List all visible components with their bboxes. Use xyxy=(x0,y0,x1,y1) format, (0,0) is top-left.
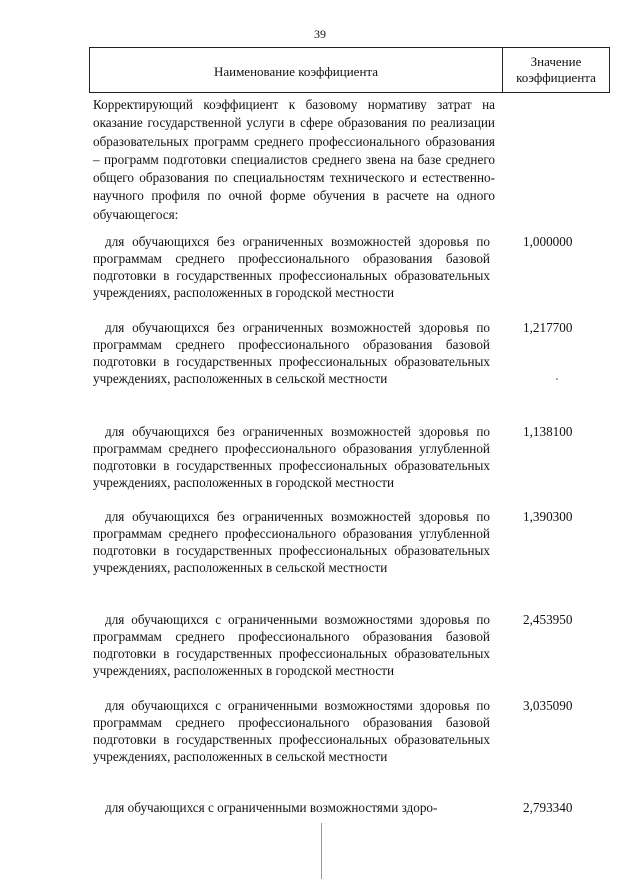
column-header-name: Наименование коэффициента xyxy=(90,48,503,92)
row-description: для обучающихся без ограниченных возможностей здоровья по программам среднего профессионального образования базовой подготовки в государственных профессиональных образовательных учреждениях, расположенных в городской местности xyxy=(93,234,490,301)
row-value: 2,453950 xyxy=(523,612,573,627)
row-value: 1,390300 xyxy=(523,509,573,524)
scan-speck xyxy=(556,378,558,380)
row-value: 2,793340 xyxy=(523,800,573,815)
column-header-value-line2: коэффициента xyxy=(516,70,596,85)
row-description: для обучающихся с ограниченными возможностями здоро- xyxy=(105,800,438,815)
row-description: для обучающихся без ограниченных возможностей здоровья по программам среднего профессионального образования углубленной подготовки в государственных профессиональных образовательных учреждениях, расположенных в сельской местности xyxy=(93,509,490,576)
row-value: 1,217700 xyxy=(523,320,573,335)
row-value: 1,138100 xyxy=(523,424,573,439)
intro-paragraph: Корректирующий коэффициент к базовому нормативу затрат на оказание государственной услуги в сфере образования по реализации образовательных программ среднего профессионального образования – программ подготовки специалистов среднего звена на базе среднего общего образования по специальностям технического и естественно-научного профиля по очной форме обучения в расчете на одного обучающегося: xyxy=(93,97,495,222)
column-header-value-text xyxy=(516,54,596,86)
page-number: 39 xyxy=(314,27,326,41)
column-header-value xyxy=(503,48,609,92)
row-description: для обучающихся с ограниченными возможностями здоровья по программам среднего профессионального образования базовой подготовки в государственных профессиональных образовательных учреждениях, расположенных в городской местности xyxy=(93,612,490,679)
row-description: для обучающихся с ограниченными возможностями здоровья по программам среднего профессионального образования базовой подготовки в государственных профессиональных образовательных учреждениях, расположенных в сельской местности xyxy=(93,698,490,765)
table-header xyxy=(89,47,610,93)
row-value: 3,035090 xyxy=(523,698,573,713)
column-header-value-line1: Значение xyxy=(530,54,582,69)
row-value: 1,000000 xyxy=(523,234,573,249)
row-description: для обучающихся без ограниченных возможностей здоровья по программам среднего профессионального образования углубленной подготовки в государственных профессиональных образовательных учреждениях, расположенных в городской местности xyxy=(93,424,490,491)
row-description: для обучающихся без ограниченных возможностей здоровья по программам среднего профессионального образования базовой подготовки в государственных профессиональных образовательных учреждениях, расположенных в сельской местности xyxy=(93,320,490,387)
scan-fold-mark xyxy=(321,823,322,879)
